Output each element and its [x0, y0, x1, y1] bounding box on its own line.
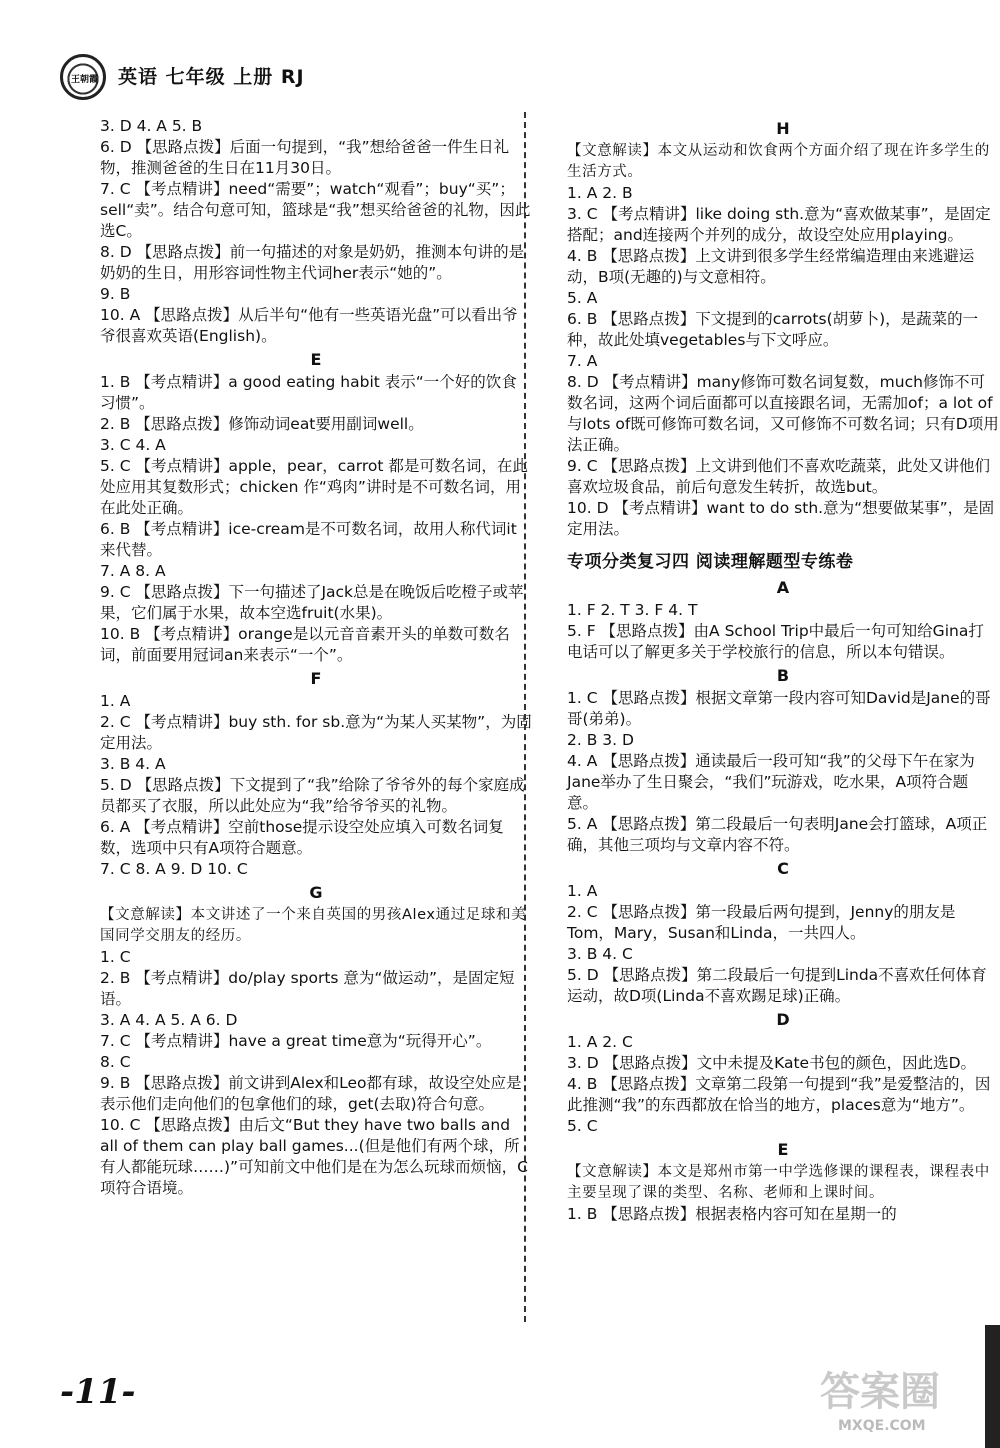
- book-title: 英语 七年级 上册 RJ: [118, 66, 305, 88]
- answer-item: 6. D 【思路点拨】后面一句提到，“我”想给爸爸一件生日礼物，推测爸爸的生日在11月30日。: [100, 138, 510, 177]
- answer-item: 2. C 【考点精讲】buy sth. for sb.意为“为某人买某物”，为固定用法。: [100, 713, 532, 752]
- answer-item: 5. D 【思路点拨】第二段最后一句提到Linda不喜欢任何体育运动，故D项(Linda不喜欢踢足球)正确。: [567, 966, 987, 1005]
- section-heading: H: [776, 119, 790, 138]
- passage-summary: 【文意解读】本文讲述了一个来自英国的男孩Alex通过足球和美国同学交朋友的经历。: [100, 907, 527, 944]
- answer-item: 2. C 【思路点拨】第一段最后两句提到，Jenny的朋友是Tom，Mary，Susan和Linda，一共四人。: [567, 903, 956, 942]
- answer-item: 7. A: [567, 352, 598, 370]
- answer-item: 3. C 【考点精讲】like doing sth.意为“喜欢做某事”，是固定搭配；and连接两个并列的成分，故设空处应用playing。: [567, 205, 991, 244]
- column-divider: [524, 112, 526, 1322]
- answer-item: 5. C 【考点精讲】apple，pear，carrot 都是可数名词，在此处应用其复数形式；chicken 作“鸡肉”讲时是不可数名词，用在此处正确。: [100, 457, 528, 517]
- answer-item: 3. A 4. A 5. A 6. D: [100, 1011, 238, 1029]
- answer-item: 5. A 【思路点拨】第二段最后一句表明Jane会打篮球，A项正确，其他三项均与文章内容不符。: [567, 815, 988, 854]
- answer-item: 6. A 【考点精讲】空前those提示设空处应填入可数名词复数，选项中只有A项符合题意。: [100, 818, 504, 857]
- section-heading: G: [309, 883, 323, 902]
- section-heading: E: [310, 350, 322, 369]
- answer-item: 9. C 【思路点拨】下一句描述了Jack总是在晚饭后吃橙子或苹果，它们属于水果，故本空选fruit(水果)。: [100, 583, 524, 622]
- section-heading: A: [776, 578, 790, 597]
- answer-item: 4. B 【思路点拨】上文讲到很多学生经常编造理由来逃避运动，B项(无趣的)与文意相符。: [567, 247, 975, 286]
- answer-item: 10. C 【思路点拨】由后文“But they have two balls and all of them can play ball games...(但是他们有两个球，所有人都能玩球……)”可知前文中他们是在为怎么玩球而烦恼，C项符合语境。: [100, 1116, 528, 1197]
- passage-summary: 【文意解读】本文是郑州市第一中学选修课的课程表，课程表中主要呈现了课的类型、名称、老师和上课时间。: [567, 1164, 990, 1201]
- left-column: [100, 116, 532, 1199]
- passage-summary: 【文意解读】本文从运动和饮食两个方面介绍了现在许多学生的生活方式。: [567, 143, 990, 180]
- answer-item: 3. B 4. A: [100, 755, 166, 773]
- answer-item: 6. B 【思路点拨】下文提到的carrots(胡萝卜)，是蔬菜的一种，故此处填vegetables与下文呼应。: [567, 310, 979, 349]
- answer-item: 4. B 【思路点拨】文章第二段第一句提到“我”是爱整洁的，因此推测“我”的东西都放在恰当的地方，places意为“地方”。: [567, 1075, 991, 1114]
- logo-text: 王朝霞: [71, 75, 99, 85]
- answer-item: 5. A: [567, 289, 598, 307]
- answer-item: 8. C: [100, 1053, 131, 1071]
- answer-item: 2. B 【考点精讲】do/play sports 意为“做运动”，是固定短语。: [100, 969, 515, 1008]
- section-heading: F: [310, 669, 322, 688]
- answer-item: 9. C 【思路点拨】上文讲到他们不喜欢吃蔬菜，此处又讲他们喜欢垃圾食品，前后句意发生转折，故选but。: [567, 457, 990, 496]
- answer-item: 8. D 【考点精讲】many修饰可数名词复数，much修饰不可数名词，这两个词后面都可以直接跟名词，无需加of；a lot of与lots of既可修饰可数名词，又可修饰不可数名词；只有D项用法正确。: [567, 373, 999, 454]
- section-heading: E: [777, 1140, 789, 1159]
- answer-item: 10. D 【考点精讲】want to do sth.意为“想要做某事”，是固定用法。: [567, 499, 995, 538]
- answer-item: 9. B: [100, 285, 131, 303]
- answer-item: 3. B 4. C: [567, 945, 633, 963]
- answer-item: 5. F 【思路点拨】由A School Trip中最后一句可知给Gina打电话可以了解更多关于学校旅行的信息，所以本句错误。: [567, 622, 984, 661]
- answer-item: 1. F 2. T 3. F 4. T: [567, 601, 698, 619]
- answer-item: 1. A 2. C: [567, 1033, 633, 1051]
- answer-item: 1. A: [567, 882, 598, 900]
- answer-item: 8. D 【思路点拨】前一句描述的对象是奶奶，推测本句讲的是奶奶的生日，用形容词性物主代词her表示“她的”。: [100, 243, 525, 282]
- answer-item: 6. B 【考点精讲】ice-cream是不可数名词，故用人称代词it来代替。: [100, 520, 517, 559]
- answer-item: 2. B 【思路点拨】修饰动词eat要用副词well。: [100, 415, 424, 433]
- answer-item: 9. B 【思路点拨】前文讲到Alex和Leo都有球，故设空处应是表示他们走向他们的包拿他们的球，get(去取)符合句意。: [100, 1074, 522, 1113]
- answer-item: 1. A 2. B: [567, 184, 633, 202]
- answer-item: 3. D 4. A 5. B: [100, 117, 203, 135]
- answer-item: 7. C 8. A 9. D 10. C: [100, 860, 248, 878]
- answer-item: 7. A 8. A: [100, 562, 166, 580]
- answer-item: 2. B 3. D: [567, 731, 634, 749]
- answer-item: 1. B 【考点精讲】a good eating habit 表示“一个好的饮食习惯”。: [100, 373, 517, 412]
- section-heading: D: [776, 1010, 790, 1029]
- answer-item: 1. A: [100, 692, 131, 710]
- watermark: 答案圈: [820, 1369, 940, 1415]
- page-number: -11-: [60, 1372, 136, 1412]
- page-edge-tab: [985, 1325, 1000, 1448]
- answer-item: 5. D 【思路点拨】下文提到了“我”给除了爷爷外的每个家庭成员都买了衣服，所以此处应为“我”给爷爷买的礼物。: [100, 776, 525, 815]
- page-header: [60, 54, 940, 104]
- answer-item: 10. A 【思路点拨】从后半句“他有一些英语光盘”可以看出爷爷很喜欢英语(English)。: [100, 306, 518, 345]
- answer-item: 7. C 【考点精讲】need“需要”；watch“观看”；buy“买”；sell“卖”。结合句意可知，篮球是“我”想买给爸爸的礼物，因此选C。: [100, 180, 531, 240]
- unit-heading: 专项分类复习四 阅读理解题型专练卷: [567, 552, 854, 572]
- answer-item: 1. C 【思路点拨】根据文章第一段内容可知David是Jane的哥哥(弟弟)。: [567, 689, 991, 728]
- section-heading: C: [777, 859, 789, 878]
- publisher-logo: [60, 54, 106, 100]
- answer-item: 1. C: [100, 948, 131, 966]
- answer-item: 10. B 【考点精讲】orange是以元音音素开头的单数可数名词，前面要用冠词an来表示“一个”。: [100, 625, 510, 664]
- answer-item: 5. C: [567, 1117, 598, 1135]
- section-heading: B: [776, 666, 790, 685]
- answer-item: 3. C 4. A: [100, 436, 166, 454]
- watermark-url: MXQE.COM: [838, 1418, 926, 1434]
- answer-item: 7. C 【考点精讲】have a great time意为“玩得开心”。: [100, 1032, 492, 1050]
- answer-item: 4. A 【思路点拨】通读最后一段可知“我”的父母下午在家为Jane举办了生日聚会，“我们”玩游戏，吃水果，A项符合题意。: [567, 752, 975, 812]
- answer-item: 3. D 【思路点拨】文中未提及Kate书包的颜色，因此选D。: [567, 1054, 977, 1072]
- right-column: [567, 116, 999, 1225]
- answer-item: 1. B 【思路点拨】根据表格内容可知在星期一的: [567, 1205, 897, 1223]
